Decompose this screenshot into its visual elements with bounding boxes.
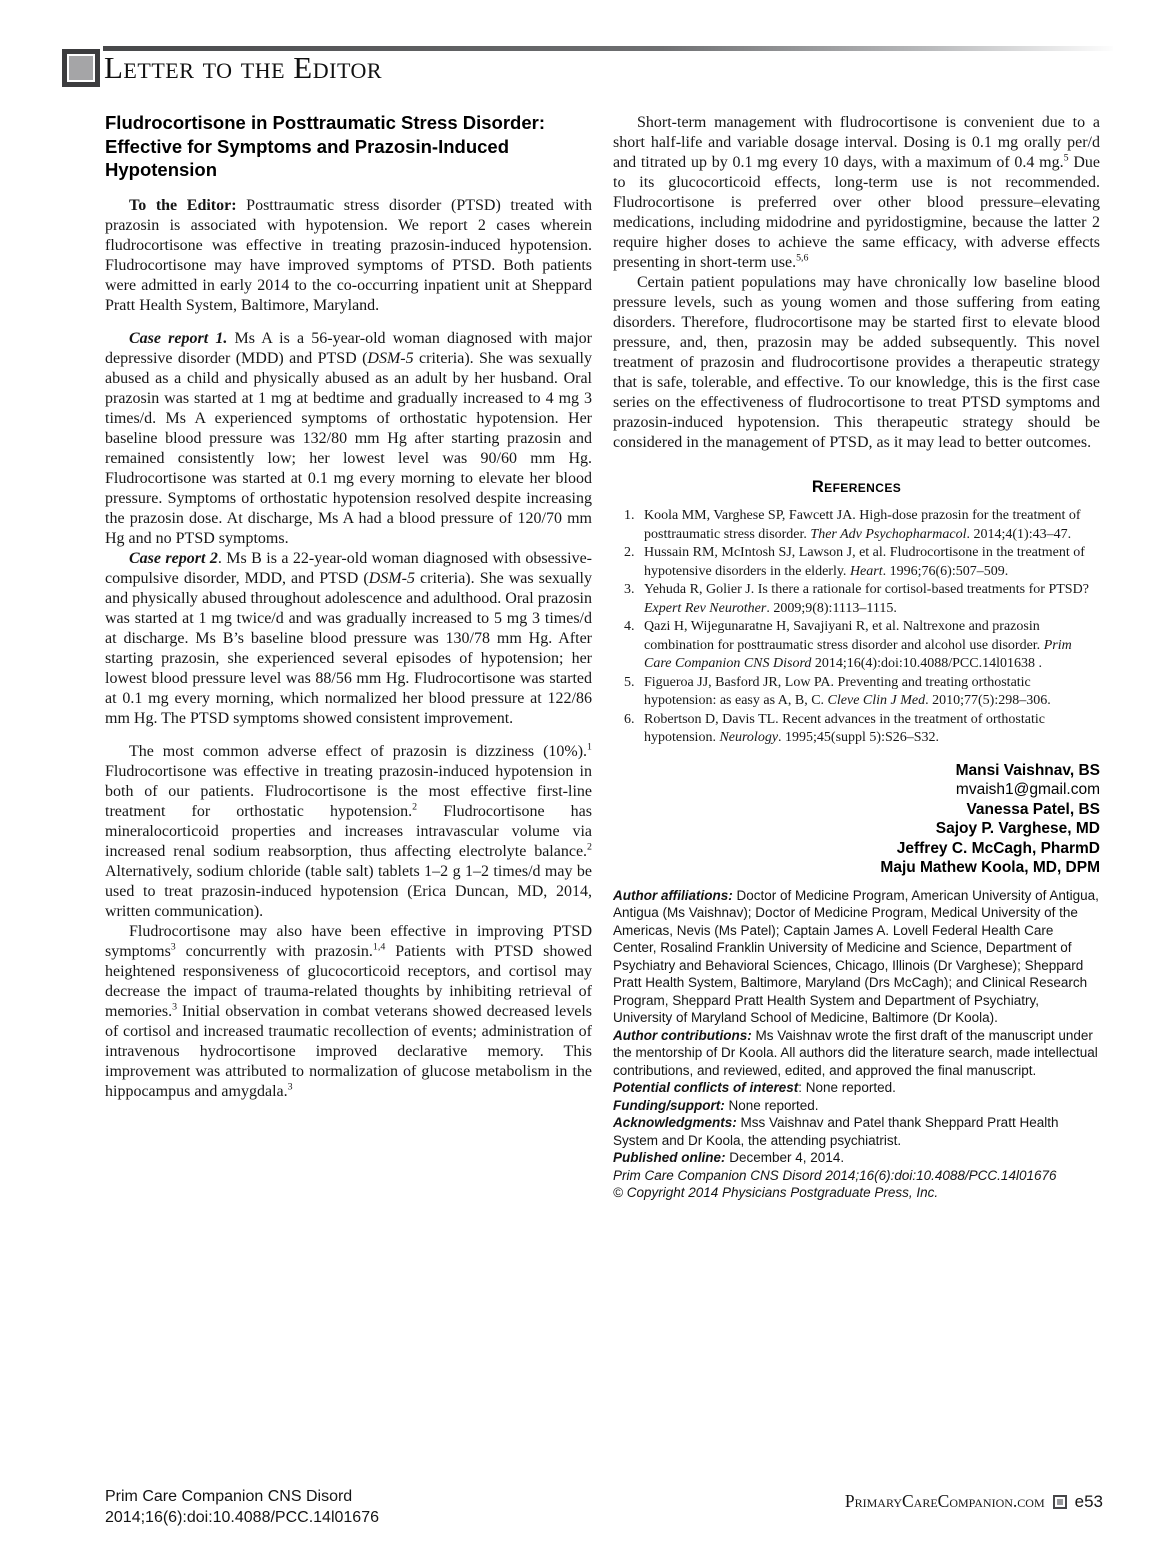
authors-block (613, 761, 1100, 878)
paragraph: Short-term management with fludrocortisone is convenient due to a short half-life and variable dosage interval. Dosing is 0.1 mg orally per/d and titrated up by 0.1 mg every 10 days, with a maximum of 0.4 mg.$^5$ Due to its glucocorticoid effects, long-term use is not recommended. Fludrocortisone is preferred over other blood pressure–elevating medications, including midodrine and pyridostigmine, because the latter 2 require higher doses to achieve the same efficacy, with adverse effects presenting in short-term use.$^{5,6}$ (613, 114, 1101, 271)
author-name: Mansi Vaishnav, BS (955, 761, 1100, 779)
reference-number: 3. (624, 582, 635, 597)
reference-item: 5. Figueroa JJ, Basford JR, Low PA. Preventing and treating orthostatic hypotension: as easy as A, B, C. Cleve Clin J Med. 2010;77(5):298–306. (624, 674, 1051, 708)
note-item: © Copyright 2014 Physicians Postgraduate Press, Inc. (613, 1185, 939, 1200)
reference-number: 2. (624, 545, 635, 560)
paragraph: Fludrocortisone may also have been effective in improving PTSD symptoms$^3$ concurrently with prazosin.$^{1,4}$ Patients with PTSD showed heightened responsiveness of glucocorticoid receptors, and cortisol may decrease the impact of trauma-related thoughts by inhibiting retrieval of memories.$^3$ Initial observation in combat veterans showed decreased levels of cortisol and increased traumatic recollection of events; administration of intravenous hydrocortisone improved declarative memory. This improvement was attributed to normalization of glucose metabolism in the hippocampus and amygdala.$^3$ (105, 923, 592, 1100)
note-item: Acknowledgments: Mss Vaishnav and Patel thank Sheppard Pratt Health System and Dr Koola, the attending psychiatrist. (613, 1115, 1059, 1148)
footer-square-icon (1053, 1495, 1067, 1509)
footer-journal-citation: 2014;16(6):doi:10.4088/PCC.14l01676 (105, 1509, 379, 1526)
reference-number: 4. (624, 619, 635, 634)
paragraph: The most common adverse effect of prazosin is dizziness (10%).$^1$ Fludrocortisone was effective in treating prazosin-induced hypotension in both of our patients. Fludrocortisone is the most effective first-line treatment for orthostatic hypotension.$^2$ Fludrocortisone has mineralocorticoid properties and increases intravascular volume via increased renal sodium reabsorption, thus affecting electrolyte balance.$^2$ Alternatively, sodium chloride (table salt) tablets 1–2 g 1–2 times/d may be used to treat prazosin-induced hypotension (Erica Duncan, MD, 2014, written communication). (105, 741, 592, 920)
author-name: Maju Mathew Koola, MD, DPM (880, 859, 1100, 876)
footer-site-block (845, 1491, 1103, 1512)
reference-number: 5. (624, 674, 635, 690)
note-item: Author contributions: Ms Vaishnav wrote the first draft of the manuscript under the mentorship of Dr Koola. All authors did the literature search, made intellectual contributions, and reviewed, edited, and approved the final manuscript. (613, 1027, 1098, 1078)
reference-number: 6. (624, 711, 635, 727)
note-item: Published online: December 4, 2014. (613, 1150, 845, 1165)
right-column (613, 113, 1100, 1202)
author-name: Sajoy P. Varghese, MD (935, 820, 1100, 837)
note-item: Author affiliations: Doctor of Medicine Program, American University of Antigua, Antigua (Ms Vaishnav); Doctor of Medicine Program, Medical University of the Americas, Nevis (Ms Patel); Captain James A. Lovell Federal Health Care Center, Rosalind Franklin University of Medicine and Science, Department of Psychiatry and Behavioral Sciences, Chicago, Illinois (Dr Varghese); Sheppard Pratt Health System, Baltimore, Maryland (Drs McCagh); and Clinical Research Program, Sheppard Pratt Health System and Department of Psychiatry, University of Maryland School of Medicine, Baltimore (Dr Koola). (613, 887, 1099, 1025)
note-item: Funding/support: None reported. (613, 1097, 819, 1113)
reference-number: 1. (624, 508, 635, 523)
footer-site-name: PrimaryCareCompanion.com (844, 1491, 1045, 1511)
author-name: Jeffrey C. McCagh, PharmD (896, 839, 1100, 857)
footer-page-number: e53 (1074, 1491, 1103, 1511)
left-column-body (105, 196, 592, 1102)
section-square-icon-inner (67, 54, 95, 82)
right-column-intro (613, 113, 1100, 453)
footer-journal-name: Prim Care Companion CNS Disord (105, 1488, 353, 1505)
paragraph: Case report 1. Ms A is a 56-year-old woman diagnosed with major depressive disorder (MDD) and PTSD (DSM-5 criteria). She was sexually abused as a child and physically abused as an adult by her husband. Oral prazosin was started at 1 mg at bedtime and gradually increased to 4 mg 3 times/d. Ms A experienced symptoms of orthostatic hypotension. Her baseline blood pressure was 132/80 mm Hg after starting prazosin and remained consistently low; her lowest level was 90/60 mm Hg. Fludrocortisone was started at 0.1 mg every morning to elevate her blood pressure. Symptoms of orthostatic hypotension resolved despite increasing the prazosin dose. At discharge, Ms A had a blood pressure of 120/70 mm Hg and no PTSD symptoms. (105, 330, 593, 547)
author-email: mvaish1@gmail.com (955, 781, 1100, 798)
paragraph: Certain patient populations may have chronically low baseline blood pressure levels, such as young women and those suffering from eating disorders. Therefore, fludrocortisone may be started first to elevate blood pressure, and, then, prazosin may be added subsequently. This novel treatment of prazosin and fludrocortisone provides a therapeutic strategy that is safe, tolerable, and effective. To our knowledge, this is the first case series on the effectiveness of fludrocortisone to treat PTSD symptoms and prazosin-induced hypotension. This therapeutic strategy should be considered in the management of PTSD, as it may lead to better outcomes. (613, 274, 1100, 451)
reference-item: 2. Hussain RM, McIntosh SJ, Lawson J, et al. Fludrocortisone in the treatment of hypotensive disorders in the elderly. Heart. 1996;76(6):507–509. (624, 545, 1085, 579)
reference-item: 6. Robertson D, Davis TL. Recent advances in the treatment of orthostatic hypotension. Neurology. 1995;45(suppl 5):S26–S32. (624, 711, 1045, 745)
article-title: Fludrocortisone in Posttraumatic Stress Disorder: Effective for Symptoms and Prazosin-Induced Hypotension (105, 112, 545, 180)
section-kicker: Letter to the Editor (104, 50, 383, 85)
section-square-icon (62, 49, 100, 87)
notes-block (613, 887, 1100, 1202)
reference-item: 1. Koola MM, Varghese SP, Fawcett JA. High-dose prazosin for the treatment of posttraumatic stress disorder. Ther Adv Psychopharmacol. 2014;4(1):43–47. (624, 508, 1081, 542)
note-item: Potential conflicts of interest: None reported. (613, 1080, 896, 1095)
author-name: Vanessa Patel, BS (966, 800, 1100, 818)
reference-item: 4. Qazi H, Wijegunaratne H, Savajiyani R, et al. Naltrexone and prazosin combination for posttraumatic stress disorder and alcohol use disorder. Prim Care Companion CNS Disord 2014;16(4):doi:10.4088/PCC.14l01638 . (624, 619, 1072, 671)
references-list (613, 507, 1100, 748)
reference-item: 3. Yehuda R, Golier J. Is there a rationale for cortisol-based treatments for PTSD? Expert Rev Neurother. 2009;9(8):1113–1115. (624, 582, 1089, 616)
paragraph: To the Editor: Posttraumatic stress disorder (PTSD) treated with prazosin is associated with hypotension. We report 2 cases wherein fludrocortisone was effective in treating prazosin-induced hypotension. Fludrocortisone may have improved symptoms of PTSD. Both patients were admitted in early 2014 to the co-occurring inpatient unit at Sheppard Pratt Health System, Baltimore, Maryland. (105, 197, 592, 314)
note-item: Prim Care Companion CNS Disord 2014;16(6):doi:10.4088/PCC.14l01676 (613, 1167, 1057, 1183)
footer-journal (105, 1486, 379, 1528)
paragraph: Case report 2. Ms B is a 22-year-old woman diagnosed with obsessive-compulsive disorder, MDD, and PTSD (DSM-5 criteria). She was sexually and physically abused throughout adolescence and adulthood. Oral prazosin was started at 1 mg twice/d and was gradually increased to 5 mg 3 times/d at discharge. Ms B’s baseline blood pressure was 130/78 mm Hg. After starting prazosin, she experienced several episodes of hypotension; her lowest blood pressure level was 88/56 mm Hg. Fludrocortisone was started at 0.1 mg every morning, which normalized her blood pressure at 122/86 mm Hg. The PTSD symptoms showed consistent improvement. (105, 550, 593, 727)
references-heading: References (811, 478, 902, 496)
